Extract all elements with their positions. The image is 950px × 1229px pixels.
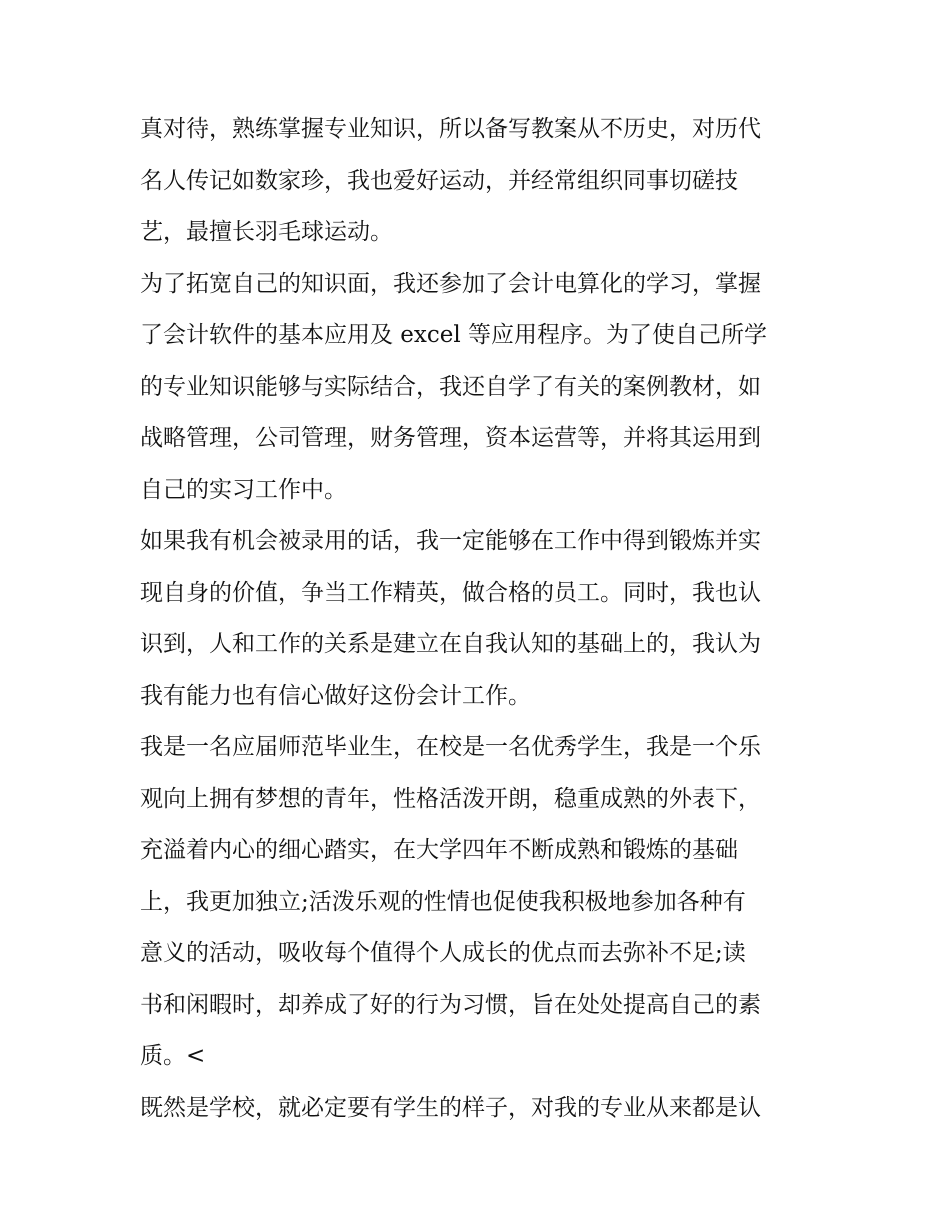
text-line: 艺，最擅长羽毛球运动。	[140, 219, 393, 245]
text-line: 意义的活动，吸收每个值得个人成长的优点而去弥补不足;读	[140, 940, 746, 966]
text-line: 既然是学校，就必定要有学生的样子，对我的专业从来都是认	[140, 1094, 761, 1121]
text-line: 名人传记如数家珍，我也爱好运动，并经常组织同事切磋技	[140, 167, 738, 194]
text-line: 为了拓宽自己的知识面，我还参加了会计电算化的学习，掌握	[140, 270, 761, 297]
text-line: 真对待，熟练掌握专业知识，所以备写教案从不历史，对历代	[140, 116, 761, 142]
text-line: 书和闲暇时，却养成了好的行为习惯，旨在处处提高自己的素	[140, 991, 761, 1018]
text-line: 观向上拥有梦想的青年，性格活泼开朗，稳重成熟的外表下，	[140, 785, 761, 812]
text-line: 战略管理，公司管理，财务管理，资本运营等，并将其运用到	[140, 425, 761, 451]
text-line: 的专业知识能够与实际结合，我还自学了有关的案例教材，如	[140, 373, 761, 400]
text-line: 了会计软件的基本应用及 excel 等应用程序。为了使自己所学	[140, 322, 768, 348]
body-text	[140, 104, 820, 1134]
text-line: 自己的实习工作中。	[140, 476, 347, 503]
text-line: 如果我有机会被录用的话，我一定能够在工作中得到锻炼并实	[140, 528, 761, 554]
text-line: 质。<	[140, 1043, 206, 1069]
text-line: 上，我更加独立;活泼乐观的性情也促使我积极地参加各种有	[140, 888, 746, 915]
text-line: 充溢着内心的细心踏实，在大学四年不断成熟和锻炼的基础	[140, 837, 738, 863]
text-line: 我有能力也有信心做好这份会计工作。	[140, 682, 531, 709]
text-line: 识到，人和工作的关系是建立在自我认知的基础上的，我认为	[140, 631, 761, 657]
text-line: 现自身的价值，争当工作精英，做合格的员工。同时，我也认	[140, 579, 761, 606]
text-line: 我是一名应届师范毕业生，在校是一名优秀学生，我是一个乐	[140, 734, 761, 760]
